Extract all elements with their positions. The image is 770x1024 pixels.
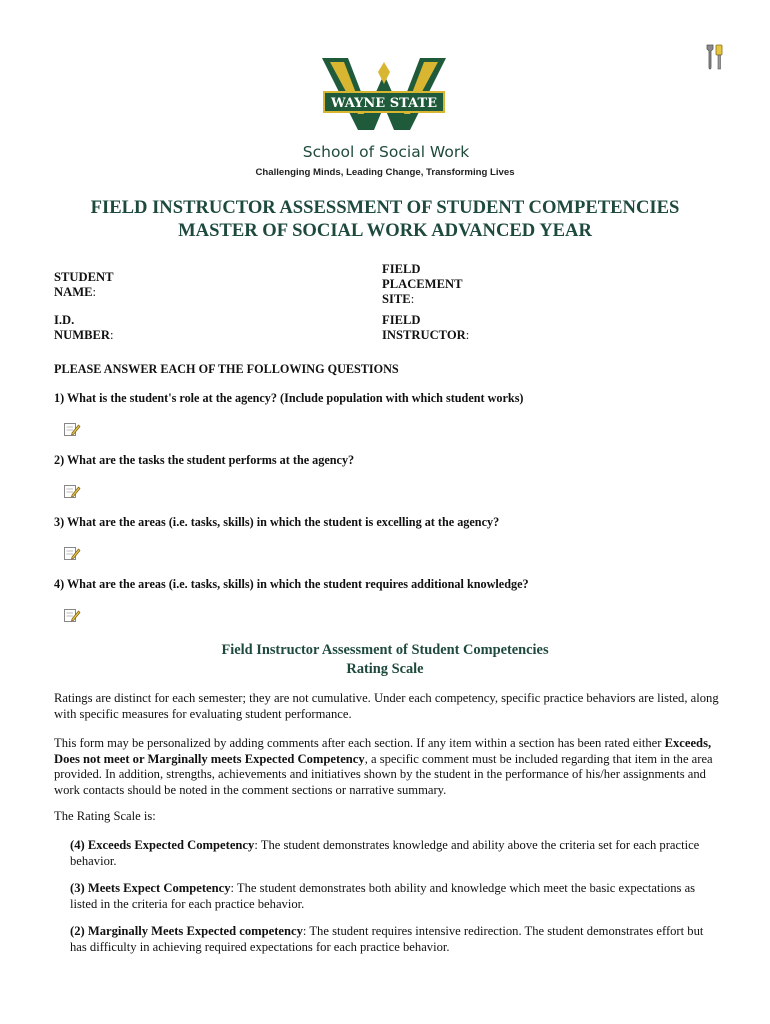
question-4: 4) What are the areas (i.e. tasks, skills) in which the student requires additional knowledge? [54,577,529,591]
id-number-label: I.D. NUMBER: [54,313,114,342]
field-instructor-field[interactable] [480,316,720,344]
instructions-heading: PLEASE ANSWER EACH OF THE FOLLOWING QUESTIONS [54,362,399,376]
logo-text: WAYNE STATE [330,96,438,111]
school-name: School of Social Work [302,143,470,161]
personalization-paragraph: This form may be personalized by adding comments after each section. If any item within a section has been rated either Exceeds, Does not meet or Marginally meets Expected Competency, a specific comment must be included regarding that item in the area provided. In addition, strengths, achievements and initiatives shown by the student in the performance of his/her assignments and work contacts should be noted in the comment sections or narrative summary. [54,736,713,797]
rating-section-title: Field Instructor Assessment of Student Competencies Rating Scale [221,642,549,677]
note-edit-icon[interactable] [63,545,81,561]
scale-item-3: (3) Meets Expect Competency: The student demonstrates both ability and knowledge which meet the basic expectations as listed in the criteria for each practice behavior. [70,881,696,911]
form-title-line2: MASTER OF SOCIAL WORK ADVANCED YEAR [178,220,592,241]
note-edit-icon[interactable] [63,421,81,437]
rating-scale-intro: The Rating Scale is: [54,809,156,823]
question-3: 3) What are the areas (i.e. tasks, skills) in which the student is excelling at the agency? [54,515,500,529]
student-name-label: STUDENT NAME: [54,270,114,299]
field-placement-site-label: FIELD PLACEMENT SITE: [382,262,463,306]
id-number-field[interactable] [130,316,360,344]
student-name-field[interactable] [130,274,360,302]
note-edit-icon[interactable] [63,607,81,623]
field-instructor-label: FIELD INSTRUCTOR: [382,313,470,342]
note-edit-icon[interactable] [63,483,81,499]
form-title-line1: FIELD INSTRUCTOR ASSESSMENT OF STUDENT COMPETENCIES [90,197,680,218]
question-2: 2) What are the tasks the student performs at the agency? [54,453,355,467]
question-1: 1) What is the student's role at the agency? (Include population with which student works) [54,391,524,405]
tools-icon[interactable] [703,43,727,71]
tagline: Challenging Minds, Leading Change, Transforming Lives [255,167,515,178]
field-placement-site-field[interactable] [470,276,720,304]
scale-item-4: (4) Exceeds Expected Competency: The student demonstrates knowledge and ability above the criteria set for each practice behavior. [70,838,700,868]
wayne-state-logo [318,54,450,134]
ratings-paragraph: Ratings are distinct for each semester; they are not cumulative. Under each competency, specific practice behaviors are listed, along with specific measures for evaluating student performance. [54,691,719,721]
scale-item-2: (2) Marginally Meets Expected competency: The student requires intensive redirection. The student demonstrates effort but has difficulty in achieving required expectations for each practice behavior. [70,924,704,954]
form-title [0,196,770,242]
